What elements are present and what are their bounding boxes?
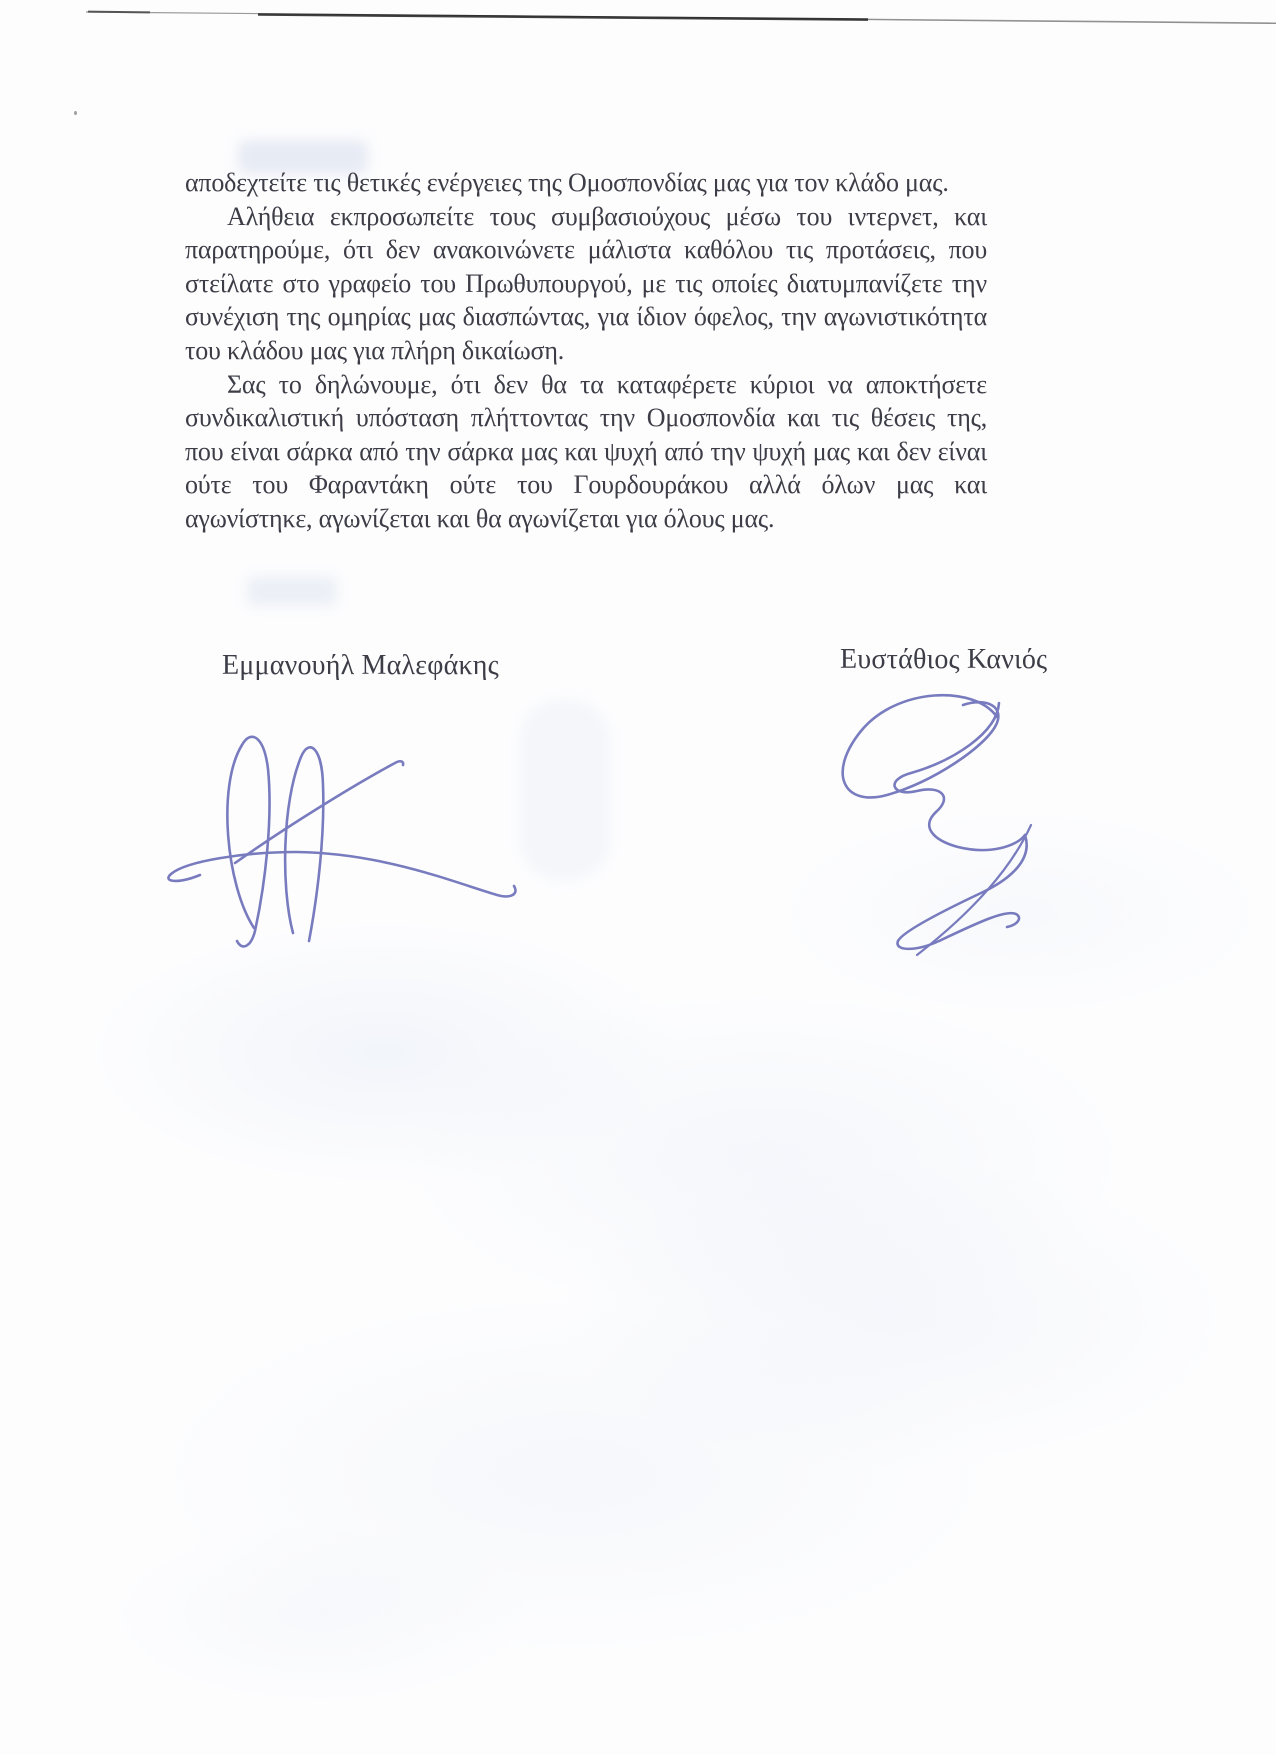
- scan-edge-artifact: [0, 0, 1276, 32]
- signatory-name-left: Εμμανουήλ Μαλεφάκης: [222, 650, 499, 681]
- letter-body: [185, 166, 987, 536]
- signature-efstathios-kanios: [835, 683, 1040, 963]
- signature-emmanouil-malefakis: [158, 723, 538, 963]
- paragraph-2: Αλήθεια εκπροσωπείτε τους συμβασιούχους μέσω του ιντερνετ, και παρατηρούμε, ότι δεν ανακοινώνετε μάλιστα καθόλου τις προτάσεις, που στείλατε στο γραφείο του Πρωθυπουργού, με τις οποίες διατυμπανίζετε την συνέχιση της ομηρίας μας διασπώντας, για ίδιον όφελος, την αγωνιστικότητα του κλάδου μας για πλήρη δικαίωση.: [185, 201, 987, 365]
- paragraph-3: Σας το δηλώνουμε, ότι δεν θα τα καταφέρετε κύριοι να αποκτήσετε συνδικαλιστική υπόσταση πλήττοντας την Ομοσπονδία και τις θέσεις της, που είναι σάρκα από την σάρκα μας και ψυχή από την ψυχή μας και δεν είναι ούτε του Φαραντάκη ούτε του Γουρδουράκου αλλά όλων μας και αγωνίστηκε, αγωνίζεται και θα αγωνίζεται για όλους μας.: [185, 369, 987, 533]
- signatory-name-right: Ευστάθιος Κανιός: [840, 644, 1048, 675]
- paragraph-1: αποδεχτείτε τις θετικές ενέργειες της Ομοσπονδίας μας για τον κλάδο μας.: [185, 168, 949, 197]
- ink-bleedthrough-blot: [246, 576, 338, 606]
- scan-speck: [74, 111, 77, 115]
